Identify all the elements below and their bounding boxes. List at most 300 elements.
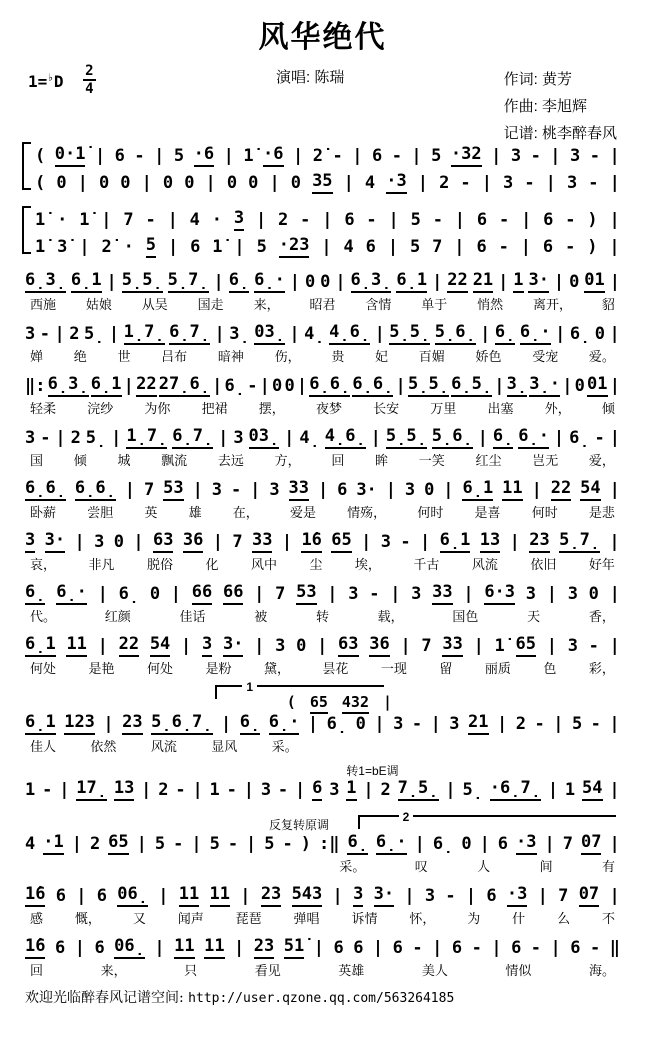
note-token: 6: [511, 938, 522, 958]
note-token: -: [590, 938, 601, 958]
barline: |: [473, 636, 484, 656]
note-token: 1̇: [212, 237, 223, 257]
credits-block: [504, 66, 617, 147]
lyric-token: 风流: [150, 739, 177, 754]
barline: |: [553, 714, 564, 734]
line15: [25, 934, 620, 979]
lyric-token: 岂无: [532, 453, 559, 468]
lyric-token: 红尘: [475, 453, 502, 468]
note-token: 3·: [45, 532, 65, 553]
barline: |: [609, 272, 620, 292]
note-token: 65: [108, 834, 128, 855]
note-token: 6̣1: [396, 272, 427, 293]
lyric-token: 长安: [373, 401, 400, 416]
lyric-token: 依然: [90, 739, 117, 754]
barline: |: [430, 714, 441, 734]
note-token: 0: [461, 834, 472, 854]
barline: |: [443, 480, 454, 500]
note-token: 6̣: [569, 428, 590, 448]
note-token: 0: [149, 584, 161, 604]
lyric-token: 何时: [531, 505, 558, 520]
note-token: 5: [571, 714, 583, 734]
note-token: 6: [486, 886, 497, 906]
barline: |: [609, 146, 620, 166]
note-token: 0: [226, 173, 238, 193]
notes-row: [25, 372, 620, 397]
lyric-token: 卧薪: [30, 505, 57, 520]
barline: |: [94, 146, 106, 166]
note-token: 6: [392, 938, 403, 958]
lyric-token: 来，: [100, 963, 127, 978]
note-token: 17̣: [76, 780, 107, 801]
lyric-token: 间: [539, 859, 553, 874]
barline: |: [372, 938, 384, 958]
barline: |: [97, 584, 108, 604]
note-token: -: [173, 834, 184, 854]
note-token: -: [588, 636, 599, 656]
annotation-row: [25, 680, 620, 711]
barline: |: [480, 324, 491, 344]
barline: |: [317, 636, 328, 656]
line6: [25, 424, 620, 469]
lyric-token: 城: [117, 453, 131, 468]
lyric-token: 被: [254, 609, 268, 624]
barline: |: [154, 146, 165, 166]
note-token: 6: [96, 886, 108, 906]
barline: |: [497, 714, 508, 734]
note-token: 03̣: [254, 324, 285, 345]
note-token: 4: [343, 237, 354, 257]
lyrics-row: [25, 736, 303, 755]
note-token: 66: [192, 584, 212, 605]
barline: |: [313, 938, 324, 958]
note-token: 0: [304, 272, 316, 292]
note-token: 4: [25, 834, 36, 854]
barline: |: [295, 780, 306, 800]
note-token: 51̇: [284, 938, 304, 959]
lyric-token: 有: [601, 859, 615, 874]
barline: |: [141, 173, 152, 193]
note-token: 5: [409, 237, 421, 257]
note-token: 6: [497, 834, 509, 854]
barline: |: [400, 636, 411, 656]
key-signature: [28, 64, 96, 96]
note-token: -: [590, 714, 601, 734]
barline: |: [322, 210, 333, 230]
line14: [25, 882, 620, 927]
lyric-token: 妃: [375, 349, 389, 364]
barline: |: [97, 636, 108, 656]
note-token: 6̣: [118, 584, 140, 604]
note-token: 6̣·: [269, 714, 300, 735]
lyric-token: 弹唱: [293, 911, 320, 926]
score-header: [28, 54, 617, 140]
footer-prefix: 欢迎光临醉春风记谱空间:: [25, 990, 189, 1006]
barline: |: [250, 480, 261, 500]
note-token: 65: [331, 532, 351, 553]
note-token: ·23: [279, 237, 310, 258]
note-token: 0: [594, 324, 606, 344]
barline: |: [609, 237, 620, 257]
note-token: 6: [344, 210, 355, 230]
note-token: 2: [158, 780, 169, 800]
note-token: 3: [503, 173, 514, 193]
note-token: 1̇: [79, 210, 90, 230]
note-token: (: [286, 693, 296, 711]
note-token: 07: [581, 834, 601, 855]
lyric-token: 姑娘: [85, 297, 112, 312]
note-token: 3: [380, 532, 392, 552]
note-token: -: [300, 210, 311, 230]
note-token: 0: [569, 272, 580, 292]
note-token: 432: [342, 695, 369, 714]
barline: |: [59, 780, 70, 800]
note-token: 0: [162, 173, 174, 193]
note-token: 6: [94, 938, 105, 958]
barline: |: [79, 237, 90, 257]
system-brace: [22, 206, 31, 254]
note-token: 3: [393, 714, 404, 734]
barline: |: [414, 834, 425, 854]
note-token: 5: [209, 834, 220, 854]
note-token: 3̇: [57, 237, 68, 257]
barline: |: [154, 938, 165, 958]
score: [25, 140, 620, 979]
barline: |: [498, 272, 509, 292]
barline: |: [411, 146, 422, 166]
lyric-token: 诉情: [351, 911, 378, 926]
note-token: 1: [346, 780, 356, 801]
volta-label: 2: [399, 810, 414, 824]
volta-label: 1: [242, 680, 257, 694]
barline: |: [609, 428, 620, 448]
note-token: -: [524, 173, 535, 193]
note-token: -: [534, 714, 545, 734]
notes-row: [25, 882, 620, 907]
lyric-token: 采。: [271, 739, 298, 754]
note-token: 3: [234, 210, 244, 231]
notes-row: [25, 632, 620, 657]
barline: |: [609, 532, 620, 552]
note-token: 2̇: [312, 146, 323, 166]
note-token: 4̣6̣: [325, 428, 366, 449]
note-token: 1̇: [494, 636, 505, 656]
barline: |: [289, 324, 300, 344]
note-token: 6: [55, 886, 66, 906]
note-token: -: [226, 780, 237, 800]
note-token: 07: [579, 886, 599, 907]
lyric-token: 浣纱: [87, 401, 114, 416]
notes-row: [25, 320, 620, 345]
lyric-token: 留: [439, 661, 453, 676]
barline: |: [74, 938, 85, 958]
note-token: 0: [424, 480, 435, 500]
note-token: -: [432, 210, 443, 230]
barline: |: [361, 532, 372, 552]
lyric-token: 伤，: [274, 349, 301, 364]
barline: |: [123, 376, 134, 396]
footer-note: [25, 987, 620, 1007]
lyric-token: 代。: [30, 609, 57, 624]
lyric-token: 风流: [471, 557, 498, 572]
time-signature-numerator: 2: [85, 63, 94, 79]
lyrics-row: [25, 346, 620, 365]
note-token: 53: [296, 584, 316, 605]
note-token: 65: [310, 695, 328, 714]
note-token: 11: [204, 938, 224, 959]
note-token: -: [277, 780, 289, 800]
note-token: (: [35, 146, 46, 166]
note-token: 54: [580, 480, 600, 501]
modulation-label: 反复转原调: [268, 818, 329, 832]
note-token: 6: [365, 237, 376, 257]
notes-row: [35, 167, 620, 194]
note-token: 7: [558, 886, 569, 906]
barline: ‖:: [25, 376, 46, 396]
note-token: 3·: [528, 272, 548, 293]
note-token: 3·: [223, 636, 243, 657]
note-token: 01: [587, 376, 607, 397]
note-token: 4: [189, 210, 200, 230]
note-token: 6̣: [495, 324, 515, 345]
note-token: 6̣: [326, 714, 348, 734]
note-token: 3: [260, 780, 272, 800]
note-token: 21: [468, 714, 488, 735]
barline: ‖: [609, 938, 620, 958]
note-token: 6̣3̣: [48, 376, 89, 397]
lyric-token: 倾: [73, 453, 87, 468]
barline: |: [293, 146, 304, 166]
note-token: ): [587, 210, 598, 230]
note-token: 2̇: [101, 237, 112, 257]
note-token: 11: [502, 480, 522, 501]
line12: [25, 762, 620, 801]
barline: |: [404, 886, 415, 906]
lyric-token: 摆，: [258, 401, 285, 416]
lyric-token: 是悲: [588, 505, 615, 520]
lyric-token: 情似: [505, 963, 532, 978]
lyric-token: 昙花: [322, 661, 349, 676]
note-token: 6̣1: [440, 532, 471, 553]
note-token: 3: [510, 146, 522, 166]
note-token: 3·: [356, 480, 377, 500]
note-token: 3: [25, 428, 36, 448]
note-token: 5̣: [85, 428, 107, 448]
lyric-token: 黛，: [263, 661, 290, 676]
barline: |: [243, 780, 254, 800]
note-token: 6̣·: [254, 272, 285, 293]
note-token: 06̣: [114, 938, 145, 959]
barline: |: [544, 834, 555, 854]
note-token: 11: [174, 938, 194, 959]
note-token: 6̣6̣: [25, 480, 66, 501]
barline: |: [74, 532, 85, 552]
barline: |: [609, 780, 620, 800]
note-token: 23: [261, 886, 281, 907]
lyric-token: 从吴: [141, 297, 168, 312]
notes-row: [25, 424, 620, 449]
note-token: 4̣: [299, 428, 320, 448]
note-token: 6̣1: [71, 272, 102, 293]
barline: |: [609, 886, 620, 906]
line4: [25, 320, 620, 365]
barline: |: [223, 146, 234, 166]
lyric-token: 昭君: [309, 297, 336, 312]
barline: |: [141, 780, 152, 800]
lyric-token: 情殇，: [347, 505, 387, 520]
note-token: 22: [119, 636, 139, 657]
lyric-token: 非凡: [88, 557, 115, 572]
notes-row: [25, 776, 620, 801]
note-token: 0: [290, 173, 301, 193]
lyric-token: 婵: [30, 349, 44, 364]
barline: |: [494, 376, 505, 396]
lyric-token: 貂: [601, 297, 615, 312]
barline: |: [545, 173, 556, 193]
note-token: 23: [122, 714, 142, 735]
lyrics-row: [25, 960, 620, 979]
note-token: 63: [153, 532, 173, 553]
barline: |: [234, 938, 245, 958]
lyric-token: 转: [315, 609, 329, 624]
barline: |: [191, 834, 202, 854]
note-token: -: [227, 834, 239, 854]
barline: |: [555, 324, 566, 344]
barline: |: [192, 480, 203, 500]
barline: |: [181, 636, 192, 656]
note-token: 1̇: [243, 146, 254, 166]
barline: |: [521, 210, 532, 230]
note-token: 0: [113, 532, 124, 552]
note-token: 2: [70, 428, 81, 448]
barline: |: [170, 584, 182, 604]
note-token: 54: [150, 636, 170, 657]
note-token: 2: [278, 210, 289, 230]
barline: |: [103, 714, 114, 734]
note-token: 0: [320, 272, 331, 292]
note-token: 27̣6̣: [159, 376, 210, 397]
barline: |: [76, 886, 87, 906]
barline: |: [54, 324, 65, 344]
barline: |: [491, 938, 502, 958]
lyric-token: 埃，: [354, 557, 381, 572]
lyric-token: 丽质: [484, 661, 511, 676]
note-token: 06̣: [117, 886, 148, 907]
note-token: -: [400, 532, 411, 552]
annotation-row: [25, 762, 620, 776]
note-token: -: [498, 237, 509, 257]
note-token: 6: [542, 237, 554, 257]
note-token: 6̣·: [376, 834, 407, 855]
note-token: 53: [163, 480, 183, 501]
lyric-token: 琵琶: [235, 911, 262, 926]
barline: |: [537, 886, 548, 906]
notes-row: [25, 268, 620, 293]
lyric-token: 好年: [588, 557, 615, 572]
note-token: 3: [25, 324, 36, 344]
lyric-token: 哀，: [30, 557, 57, 572]
lyric-token: 何处: [146, 661, 173, 676]
barline: |: [562, 376, 573, 396]
barline: |: [213, 272, 224, 292]
lyric-token: 受宠: [532, 349, 559, 364]
barline: |: [77, 173, 88, 193]
lyrics-row: [25, 554, 620, 573]
notes-row: [25, 476, 620, 501]
note-token: 5: [154, 834, 166, 854]
barline: |: [609, 376, 620, 396]
key-scale: 1=: [28, 72, 48, 91]
note-token: 22: [136, 376, 156, 397]
note-token: -: [530, 146, 541, 166]
lyric-token: 是粉: [205, 661, 232, 676]
note-token: 5: [173, 146, 185, 166]
barline: |: [343, 173, 354, 193]
barline: |: [609, 834, 620, 854]
note-token: 6̣3̣: [25, 272, 66, 293]
composer-credit: 作曲: 李旭辉: [503, 98, 587, 115]
note-token: 3: [525, 584, 536, 604]
lyrics-row: [25, 450, 620, 469]
note-token: 6̣: [224, 376, 246, 396]
note-token: 1: [25, 780, 36, 800]
lyric-token: 什: [512, 911, 526, 926]
note-token: 7̣5̣: [398, 780, 439, 801]
barline: |: [609, 210, 620, 230]
barline: |: [281, 532, 293, 552]
lyric-token: 百媚: [418, 349, 445, 364]
lyric-token: 是喜: [474, 505, 501, 520]
line13: [25, 810, 620, 875]
lyric-token: 佳人: [30, 739, 57, 754]
note-token: 6: [451, 938, 463, 958]
note-token: 5̣6̣: [432, 428, 473, 449]
note-token: 5̣6̣7̣: [151, 714, 212, 735]
barline: |: [335, 272, 346, 292]
barline: |: [531, 480, 542, 500]
note-token: -: [247, 376, 258, 396]
lyrics-row: [25, 658, 620, 677]
barline: |: [240, 886, 251, 906]
barline: |: [609, 173, 620, 193]
lyric-token: 回: [331, 453, 345, 468]
barline: :‖: [318, 834, 340, 854]
note-token: 6: [543, 210, 554, 230]
note-token: 7: [143, 480, 155, 500]
lyric-token: 英雄: [338, 963, 365, 978]
note-token: 1: [564, 780, 576, 800]
lyric-token: 香，: [588, 609, 615, 624]
lyric-token: 出塞: [487, 401, 514, 416]
barline: |: [124, 480, 136, 500]
note-token: ·: [211, 210, 222, 230]
barline: |: [363, 780, 374, 800]
lyric-token: 爱是: [289, 505, 316, 520]
lyrics-row: [25, 606, 620, 625]
barline: |: [609, 324, 620, 344]
barline: |: [609, 714, 620, 734]
lyric-token: 国: [30, 453, 44, 468]
barline: |: [158, 886, 169, 906]
note-token: -: [39, 324, 50, 344]
note-token: 0: [588, 584, 599, 604]
barline: |: [307, 714, 319, 734]
note-token: 23: [254, 938, 274, 959]
barline: |: [420, 532, 431, 552]
barline: |: [387, 237, 399, 257]
lyric-token: 回: [30, 963, 44, 978]
lyric-token: 国走: [197, 297, 224, 312]
